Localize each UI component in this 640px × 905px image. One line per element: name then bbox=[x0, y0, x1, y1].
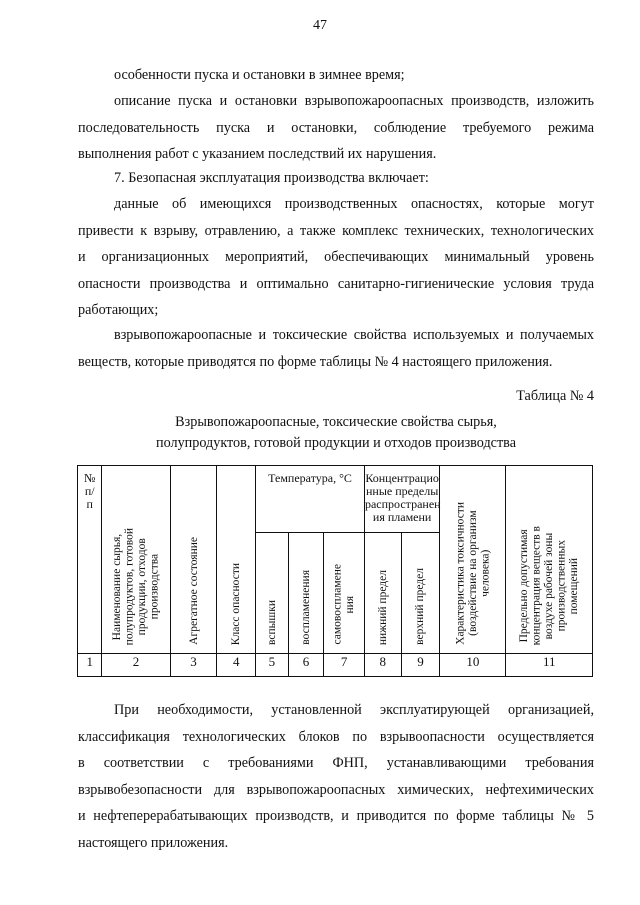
header-text: (воздействие на организм bbox=[466, 510, 479, 637]
page-number: 47 bbox=[313, 18, 327, 33]
paragraph-block-classification bbox=[78, 697, 594, 856]
header-text: производства bbox=[148, 553, 161, 620]
header-hazard-class bbox=[217, 466, 256, 654]
text-line: в соответствии с требованиями ФНП, устанавливающими требования bbox=[78, 755, 594, 771]
header-text: ния bbox=[344, 595, 357, 614]
header-text: продукции, отходов bbox=[136, 537, 148, 635]
text-line: описание пуска и остановки взрывопожароопасных производств, изложить bbox=[114, 93, 594, 109]
header-text: распространен bbox=[364, 497, 441, 511]
column-number-cell: 5 bbox=[256, 654, 289, 677]
text-line: выполнения работ с указанием последствий их нарушения. bbox=[78, 146, 437, 162]
header-text: производственных bbox=[555, 539, 568, 631]
header-text: № bbox=[83, 471, 96, 485]
header-max-concentration bbox=[506, 466, 593, 654]
header-text: нные пределы bbox=[365, 484, 439, 498]
text-line: работающих; bbox=[78, 302, 159, 318]
header-text: вспышки bbox=[265, 600, 278, 645]
column-number-cell: 6 bbox=[288, 654, 324, 677]
column-number-cell: 10 bbox=[440, 654, 506, 677]
header-text: Концентрацио bbox=[365, 471, 439, 485]
header-text: Наименование сырья, bbox=[111, 533, 123, 640]
header-text: концентрация веществ в bbox=[530, 525, 543, 645]
text-line: данные об имеющихся производственных опасностях, которые могут bbox=[114, 196, 594, 212]
header-text: человека) bbox=[479, 549, 492, 598]
header-text: п/ bbox=[84, 484, 95, 498]
header-flash-point bbox=[256, 533, 289, 654]
header-text: Температура, °С bbox=[268, 471, 352, 485]
column-number-cell: 7 bbox=[324, 654, 365, 677]
text-line: взрывобезопасности для взрывопожароопасных химических, нефтехимических bbox=[78, 781, 594, 798]
header-text: Агрегатное состояние bbox=[187, 537, 200, 645]
paragraph-section-7 bbox=[78, 165, 594, 192]
text-line: и организационных мероприятий, обеспечивающих минимальный уровень bbox=[78, 249, 594, 265]
header-upper-limit bbox=[401, 533, 440, 654]
header-text: Предельно допустимая bbox=[517, 528, 530, 642]
header-aggregate-state bbox=[170, 466, 217, 654]
header-text: ия пламени bbox=[372, 510, 432, 524]
table-title-line: полупродуктов, готовой продукции и отходов производства bbox=[155, 435, 516, 451]
text-line: опасности производства и оптимально санитарно-гигиенические условия труда bbox=[78, 275, 594, 292]
paragraph-hazards bbox=[78, 191, 594, 324]
table-4 bbox=[77, 465, 593, 677]
text-line: и нефтеперерабатывающих производств, и приводится по форме таблицы № 5 bbox=[78, 808, 594, 824]
paragraph-properties bbox=[78, 322, 594, 375]
header-text: Характеристика токсичности bbox=[454, 502, 467, 645]
header-lower-limit bbox=[364, 533, 401, 654]
header-text: самовоспламене bbox=[331, 564, 344, 645]
paragraph-winter-start bbox=[78, 62, 594, 89]
header-text: нижний предел bbox=[376, 569, 389, 645]
paragraph-start-stop-description bbox=[78, 88, 594, 168]
header-toxicity bbox=[440, 466, 506, 654]
header-ignition bbox=[288, 533, 324, 654]
text-line: классификация технологических блоков по взрывоопасности осуществляется bbox=[78, 728, 594, 745]
header-text: полупродуктов, готовой bbox=[123, 527, 136, 645]
table-label: Таблица № 4 bbox=[516, 388, 594, 404]
column-number-cell: 4 bbox=[217, 654, 256, 677]
text-line: 7. Безопасная эксплуатация производства включает: bbox=[114, 170, 429, 186]
header-number bbox=[78, 466, 102, 654]
header-text: верхний предел bbox=[414, 568, 427, 645]
text-line: последовательность пуска и остановки, соблюдение требуемого режима bbox=[78, 119, 594, 136]
header-text: Класс опасности bbox=[229, 562, 242, 645]
header-self-ignition bbox=[324, 533, 365, 654]
text-line: веществ, которые приводятся по форме таблицы № 4 настоящего приложения. bbox=[78, 353, 553, 370]
column-number-cell: 9 bbox=[401, 654, 440, 677]
column-number-cell: 8 bbox=[364, 654, 401, 677]
header-temperature-group bbox=[256, 466, 365, 533]
header-text: п bbox=[86, 497, 93, 511]
text-line: При необходимости, установленной эксплуатирующей организацией, bbox=[114, 702, 594, 718]
table-title-line: Взрывопожароопасные, токсические свойства сырья, bbox=[175, 414, 497, 430]
column-number-cell: 11 bbox=[506, 654, 593, 677]
header-name bbox=[102, 466, 170, 654]
column-number-cell: 3 bbox=[170, 654, 217, 677]
header-text: воздухе рабочей зоны bbox=[542, 531, 555, 639]
table-title bbox=[78, 412, 594, 454]
text-line: особенности пуска и остановки в зимнее время; bbox=[114, 67, 405, 83]
column-number-cell: 1 bbox=[78, 654, 102, 677]
text-line: взрывопожароопасные и токсические свойства используемых и получаемых bbox=[114, 327, 594, 343]
header-text: воспламенения bbox=[299, 570, 312, 645]
column-number-cell: 2 bbox=[102, 654, 170, 677]
text-line: настоящего приложения. bbox=[78, 834, 229, 851]
header-concentration-group bbox=[364, 466, 439, 533]
text-line: привести к взрыву, отравлению, а также комплекс технических, технологических bbox=[78, 222, 594, 239]
header-text: помещений bbox=[567, 557, 580, 614]
